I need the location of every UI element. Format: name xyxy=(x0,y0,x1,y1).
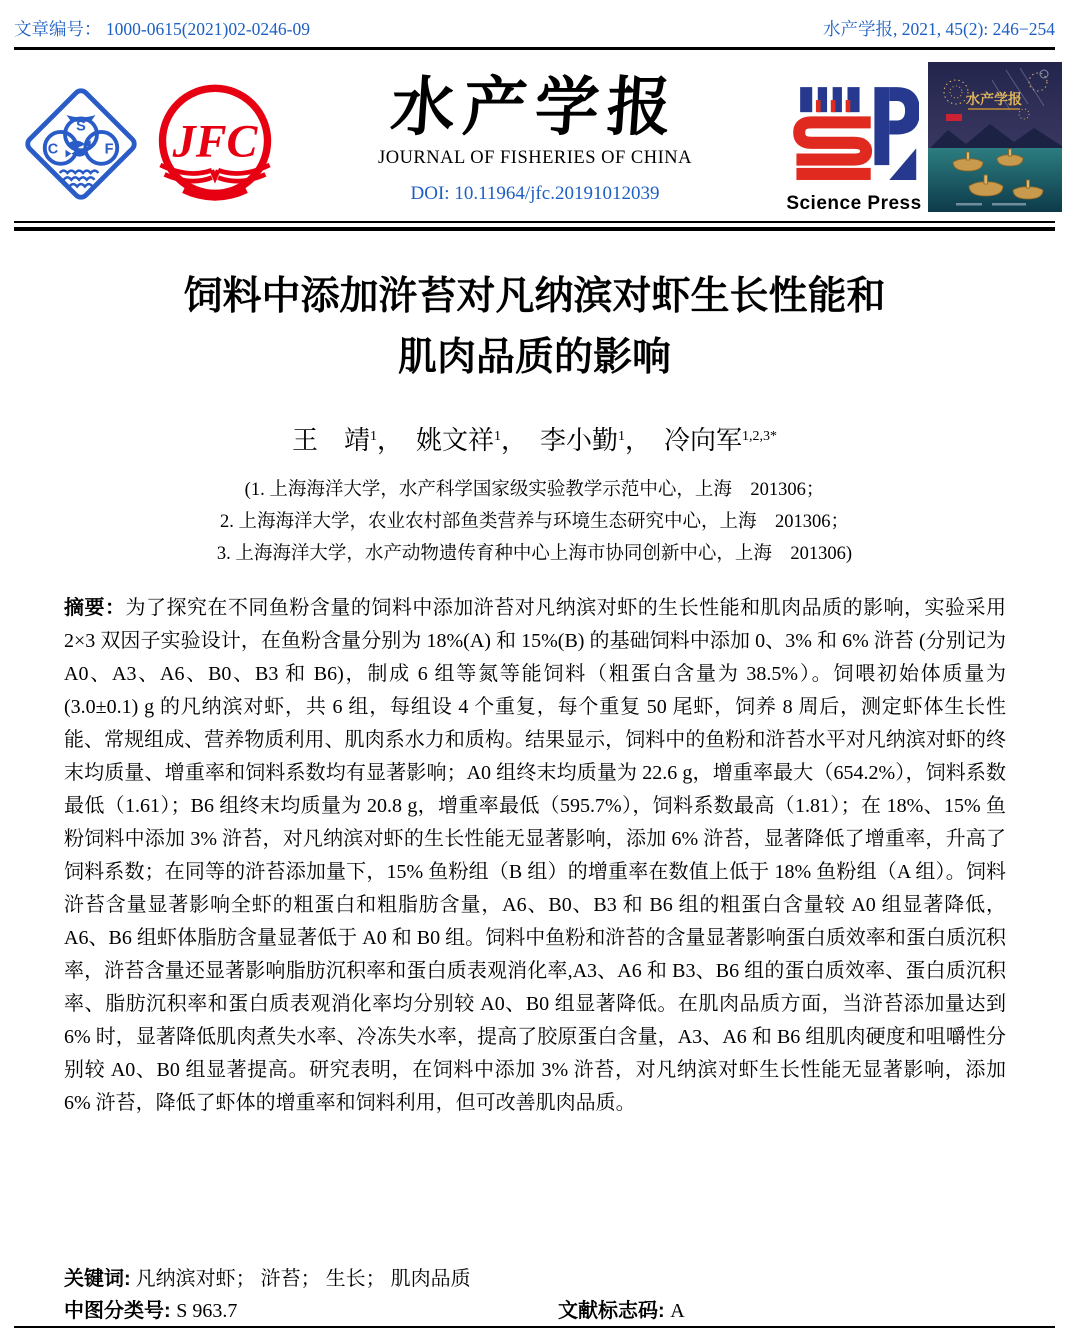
abstract-text: 为了探究在不同鱼粉含量的饲料中添加浒苔对凡纳滨对虾的生长性能和肌肉品质的影响，实验采用 2×3 双因子实验设计，在鱼粉含量分别为 18%(A) 和 15%(B) 的基础饲料中添加 0、3% 和 6% 浒苔 (分别记为 A0、A3、A6、B0、B3 和 B6)，制成 6 组等氮等能饲料（粗蛋白含量为 38.5%）。饲喂初始体质量为 (3.0±0.1) g 的凡纳滨对虾，共 6 组，每组设 4 个重复，每个重复 50 尾虾，饲养 8 周后，测定虾体生长性能、常规组成、营养物质利用、肌肉系水力和质构。结果显示，饲料中的鱼粉和浒苔水平对凡纳滨对虾的终末均质量、增重率和饲料系数均有显著影响；A0 组终末均质量为 22.6 g，增重率最大（654.2%），饲料系数最低（1.61）；B6 组终末均质量为 20.8 g，增重率最低（595.7%），饲料系数最高（1.81）；在 18%、15% 鱼粉饲料中添加 3% 浒苔，对凡纳滨对虾的生长性能无显著影响，添加 6% 浒苔，显著降低了增重率，升高了饲料系数；在同等的浒苔添加量下，15% 鱼粉组（B 组）的增重率在数值上低于 18% 鱼粉组（A 组）。饲料浒苔含量显著影响全虾的粗蛋白和粗脂肪含量，A6、B0、B3 和 B6 组的粗蛋白含量较 A0 组显著降低，A6、B6 组虾体脂肪含量显著低于 A0 和 B0 组。饲料中鱼粉和浒苔的含量显著影响蛋白质效率和蛋白质沉积率，浒苔含量还显著影响脂肪沉积率和蛋白质表观消化率,A3、A6 和 B3、B6 组的蛋白质效率、蛋白质沉积率、脂肪沉积率和蛋白质表观消化率均分别较 A0、B0 组显著降低。在肌肉品质方面，当浒苔添加量达到 6% 时，显著降低肌肉煮失水率、冷冻失水率，提高了胶原蛋白含量，A3、A6 和 B6 组肌肉硬度和咀嚼性分别较 A0、B0 组显著提高。研究表明，在饲料中添加 3% 浒苔，对凡纳滨对虾生长性能无显著影响，添加 6% 浒苔，降低了虾体的增重率和饲料利用，但可改善肌肉品质。 xyxy=(64,597,1007,1114)
clc-value: S 963.7 xyxy=(176,1300,238,1322)
article-title-line1: 饲料中添加浒苔对凡纳滨对虾生长性能和 xyxy=(183,275,886,318)
article-number-value: 1000-0615(2021)02-0246-09 xyxy=(105,19,311,39)
science-press-logo-icon xyxy=(789,84,919,184)
footer-rule xyxy=(14,1326,1055,1328)
journal-name-english: JOURNAL OF FISHERIES OF CHINA xyxy=(378,148,692,168)
keywords-row xyxy=(64,1262,1006,1291)
science-press-label: Science Press xyxy=(786,193,922,214)
author: 王 靖$^1$ xyxy=(291,426,377,455)
article-title-line2: 肌肉品质的影响 xyxy=(397,336,671,379)
science-press-block xyxy=(786,84,922,215)
author-affiliation-sup: 1,2,3* xyxy=(742,429,778,444)
document-code-value: A xyxy=(670,1300,685,1322)
cover-title-text: 水产学报 xyxy=(966,93,1022,108)
jfc-letters: JFC xyxy=(172,115,258,167)
classification-row xyxy=(0,1294,1069,1324)
affiliation-3: 3. 上海海洋大学，水产动物遗传育种中心上海市协同创新中心，上海 201306) xyxy=(216,544,853,564)
doi-text: DOI: 10.11964/jfc.20191012039 xyxy=(410,183,660,204)
author: 李小勤$^1$ xyxy=(540,426,626,455)
author: 姚文祥$^1$ xyxy=(415,426,501,455)
abstract-paragraph xyxy=(64,592,1006,1120)
header-rule xyxy=(14,47,1055,50)
abstract-label: 摘要： xyxy=(64,597,126,619)
article-title xyxy=(0,266,1069,388)
author-affiliation-sup: 1 xyxy=(493,429,501,444)
clc-number xyxy=(64,1294,237,1323)
author-affiliation-sup: 1 xyxy=(369,429,377,444)
page-header xyxy=(14,16,1055,41)
author-separator: ， xyxy=(376,426,416,455)
journal-cover-image xyxy=(928,62,1062,212)
author-list xyxy=(0,420,1069,457)
masthead-double-rule xyxy=(14,221,1055,231)
author-affiliation-sup: 1 xyxy=(618,429,626,444)
article-number xyxy=(14,16,310,41)
affiliation-1: (1. 上海海洋大学，水产科学国家级实验教学示范中心，上海 201306； xyxy=(244,480,825,500)
clc-label: 中图分类号: xyxy=(64,1300,177,1322)
journal-citation: 水产学报, 2021, 45(2): 246−254 xyxy=(822,19,1055,39)
author-separator: ， xyxy=(625,426,665,455)
author: 冷向军$^{1,2,3*}$ xyxy=(664,426,778,455)
journal-name-calligraphy: 水产学报 xyxy=(388,70,682,145)
document-code xyxy=(558,1294,685,1323)
csf-letter-c: C xyxy=(47,141,59,158)
csf-letter-s: S xyxy=(76,118,86,135)
affiliation-2: 2. 上海海洋大学，农业农村部鱼类营养与环境生态研究中心，上海 201306； xyxy=(219,512,849,532)
affiliation-list xyxy=(0,474,1069,570)
jfc-journal-logo-icon xyxy=(152,80,278,208)
author-separator: ， xyxy=(500,426,540,455)
masthead-center xyxy=(330,66,740,205)
csf-society-logo-icon xyxy=(22,86,140,202)
document-code-label: 文献标志码: xyxy=(558,1300,671,1322)
csf-letter-f: F xyxy=(104,141,114,158)
keywords-label: 关键词: xyxy=(64,1268,131,1290)
article-number-label: 文章编号： xyxy=(14,19,102,39)
keywords-text: 凡纳滨对虾； 浒苔； 生长； 肌肉品质 xyxy=(135,1268,471,1290)
